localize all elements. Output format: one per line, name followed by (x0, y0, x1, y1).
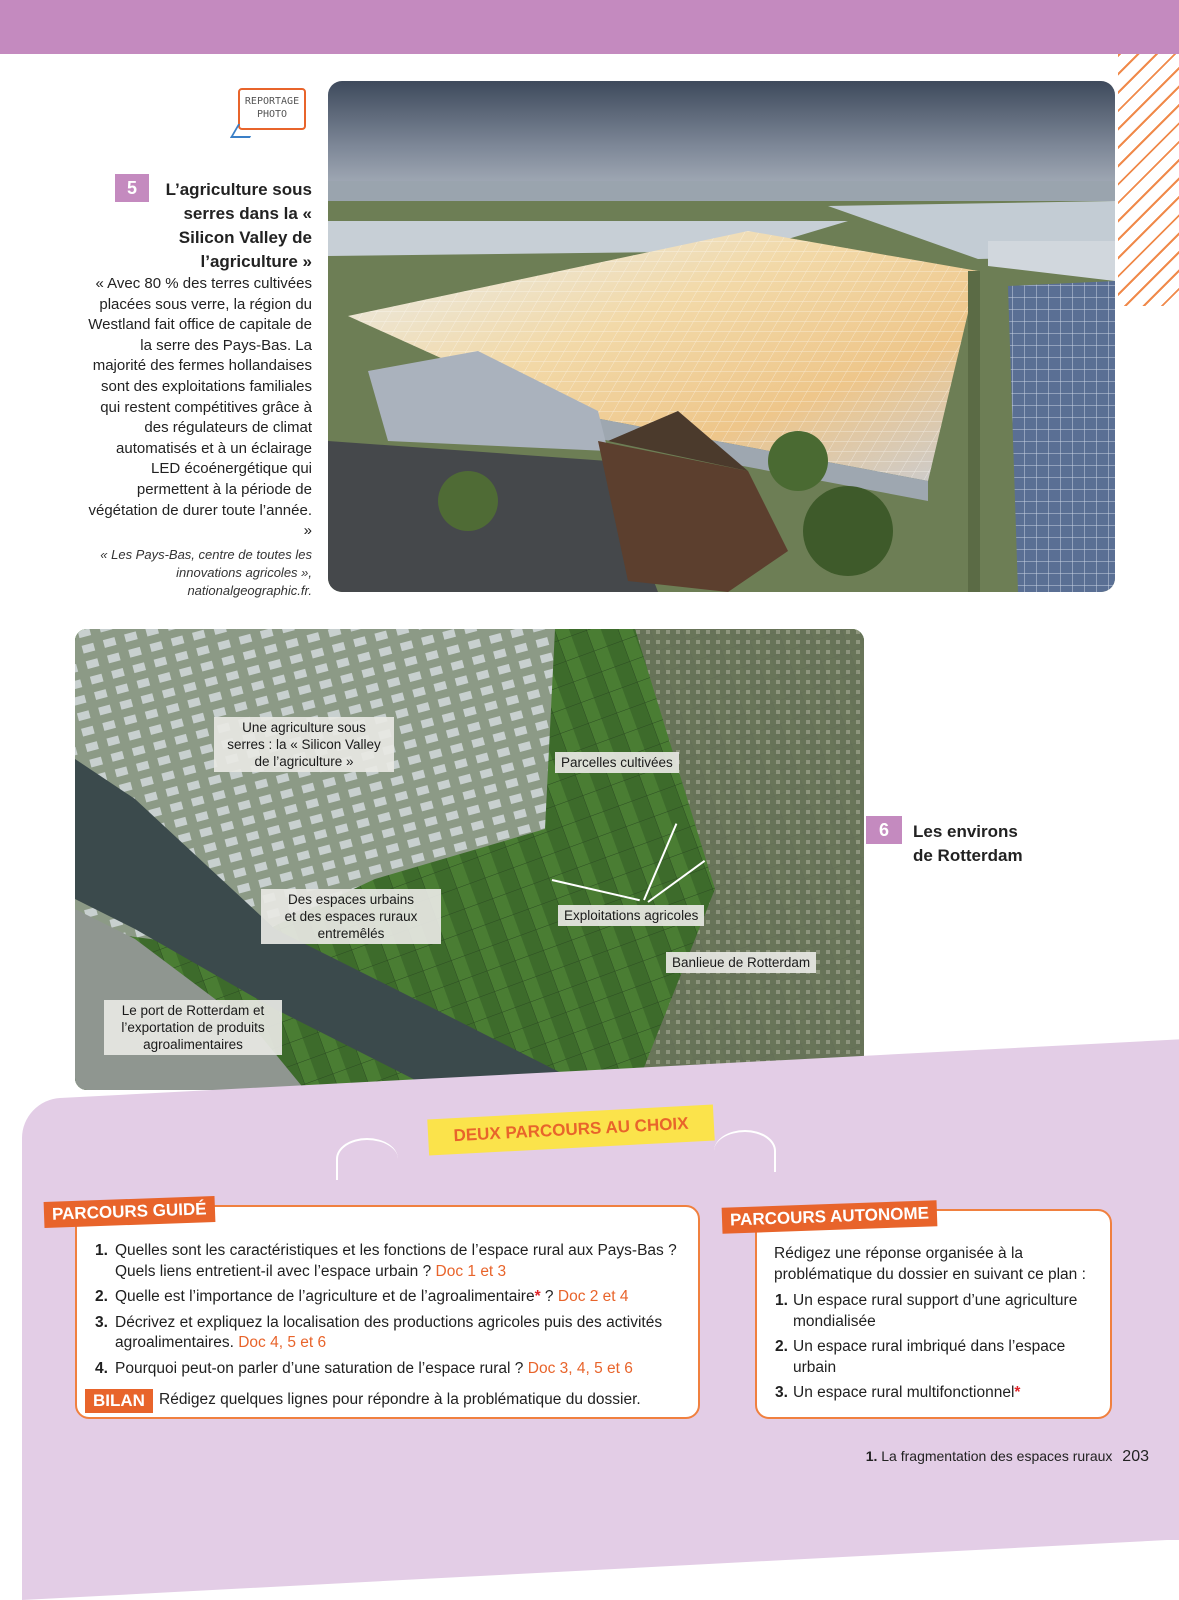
label-cultivated-parcels: Parcelles cultivées (555, 752, 679, 773)
guided-path-tag: PARCOURS GUIDÉ (44, 1196, 215, 1228)
doc-6-title-line-2: de Rotterdam (913, 846, 1023, 865)
decorative-stripes (1118, 54, 1179, 306)
question-1-text: Quelles sont les caractéristiques et les fonctions de l’espace rural aux Pays-Bas ? Quels liens entretient-il avec l’espace urbain ? (115, 1242, 677, 1280)
question-3-doc-ref: Doc 4, 5 et 6 (238, 1334, 327, 1351)
reportage-photo-stamp (238, 88, 306, 130)
label-mixed-line-1: Des espaces urbains (287, 892, 415, 907)
label-greenhouse-line-2: serres : la « Silicon Valley (227, 737, 381, 752)
label-port-line-2: l’exportation de produits (121, 1020, 265, 1035)
bilan-text: Rédigez quelques lignes pour répondre à la problématique du dossier. (159, 1391, 641, 1408)
doc-5-source-line-2: nationalgeographic.fr. (187, 582, 312, 598)
plan-item-3 (775, 1383, 1099, 1404)
doc-6-number: 6 (866, 816, 902, 844)
plan-2-number: 2. (775, 1338, 788, 1355)
doc-5-number: 5 (115, 174, 149, 202)
right-curved-arrow-icon (714, 1130, 776, 1172)
label-farms: Exploitations agricoles (558, 905, 704, 926)
plan-3-number: 3. (775, 1384, 788, 1401)
plan-3-star: * (1014, 1384, 1021, 1401)
stamp-line-2: PHOTO (256, 109, 288, 120)
plan-1-number: 1. (775, 1292, 788, 1309)
doc-5-title: L’agriculture sous serres dans la « Silicon Valley de l’agriculture » (165, 180, 312, 271)
pointer-icon (230, 124, 258, 138)
question-3-number: 3. (95, 1313, 108, 1331)
bilan-tag: BILAN (85, 1389, 153, 1413)
question-4-number: 4. (95, 1359, 108, 1377)
label-greenhouse-line-3: de l’agriculture » (254, 754, 354, 769)
autonomous-path-tag: PARCOURS AUTONOME (722, 1200, 938, 1233)
chapter-number: 1. (865, 1448, 878, 1464)
page-number: 203 (1122, 1448, 1149, 1465)
autonomous-intro: Rédigez une réponse organisée à la problématique du dossier en suivant ce plan : (774, 1245, 1086, 1283)
label-mixed-spaces (261, 889, 441, 944)
question-4-doc-ref: Doc 3, 4, 5 et 6 (527, 1359, 633, 1377)
label-greenhouse-agriculture (214, 717, 394, 772)
left-curved-arrow-icon (336, 1138, 398, 1180)
choice-banner: DEUX PARCOURS AU CHOIX (427, 1105, 714, 1156)
greenhouse-illustration (328, 81, 1115, 592)
page-footer (866, 1448, 1149, 1466)
label-mixed-line-2: et des espaces ruraux (284, 909, 418, 924)
question-1-number: 1. (95, 1242, 108, 1259)
top-color-band (0, 0, 1179, 54)
label-mixed-line-3: entremêlés (317, 926, 385, 941)
question-2-text: Quelle est l’importance de l’agriculture et de l’agroalimentaire (115, 1288, 535, 1305)
guided-path-box (75, 1205, 700, 1419)
rotterdam-satellite-image (75, 629, 864, 1090)
guided-question-3 (95, 1313, 687, 1354)
plan-1-text: Un espace rural support d’une agriculture mondialisée (793, 1292, 1078, 1330)
question-4-text: Pourquoi peut-on parler d’une saturation de l’espace rural ? (115, 1359, 524, 1377)
question-2-number: 2. (95, 1288, 108, 1305)
doc-5-source-line-1: « Les Pays-Bas, centre de toutes les innovations agricoles », (100, 546, 312, 580)
guided-question-2 (95, 1287, 687, 1308)
autonomous-path-box (755, 1209, 1112, 1419)
label-rotterdam-port (104, 1000, 282, 1055)
question-1-doc-ref: Doc 1 et 3 (435, 1262, 507, 1280)
label-greenhouse-line-1: Une agriculture sous (242, 720, 366, 735)
doc-5-text-block (86, 178, 312, 600)
label-port-line-3: agroalimentaires (143, 1037, 243, 1052)
stamp-line-1: REPORTAGE (244, 96, 300, 107)
chapter-title: La fragmentation des espaces ruraux (881, 1448, 1113, 1464)
question-2-star: * (534, 1288, 541, 1305)
doc-5-quote: « Avec 80 % des terres cultivées placées sous verre, la région du Westland fait office de capitale de la serre des Pays-Bas. La majorité des fermes hollandaises sont des exploitations familiales qui restent compétitives grâce à des régulateurs de climat automatisés et à un éclairage LED écoénergétique qui permettent à la période de végétation de durer toute l’année. » (88, 275, 312, 540)
doc-6-title (913, 820, 1113, 868)
label-rotterdam-suburb: Banlieue de Rotterdam (666, 952, 816, 973)
plan-item-1 (775, 1291, 1099, 1332)
doc-6-title-line-1: Les environs (913, 822, 1018, 841)
plan-item-2 (775, 1337, 1099, 1378)
label-port-line-1: Le port de Rotterdam et (121, 1003, 265, 1018)
guided-question-1 (95, 1241, 687, 1282)
question-2-tail: ? (540, 1288, 554, 1305)
plan-3-text: Un espace rural multifonctionnel (793, 1384, 1015, 1401)
guided-question-4 (95, 1359, 687, 1380)
greenhouse-aerial-photo (328, 81, 1115, 592)
question-3-text: Décrivez et expliquez la localisation des productions agricoles puis des activités agroalimentaires. (115, 1313, 663, 1351)
doc-5-source (86, 546, 312, 600)
question-2-doc-ref: Doc 2 et 4 (557, 1288, 629, 1305)
plan-2-text: Un espace rural imbriqué dans l’espace urbain (793, 1338, 1066, 1376)
